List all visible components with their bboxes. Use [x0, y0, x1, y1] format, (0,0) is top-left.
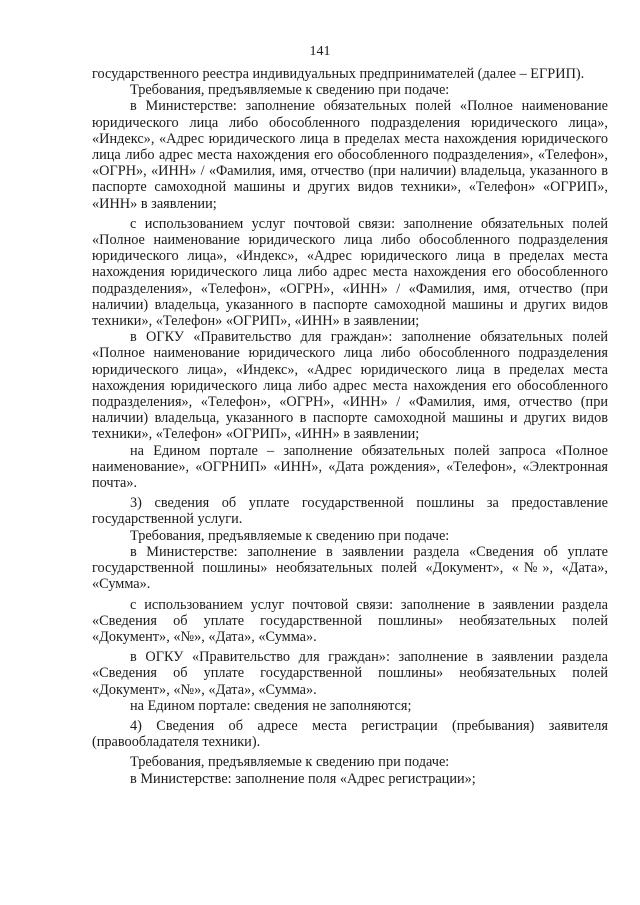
paragraph-item-4: 4) Сведения об адресе места регистрации (пребывания) заявителя (правообладателя техники).	[92, 717, 608, 751]
paragraph-ogku: в ОГКУ «Правительство для граждан»: заполнение обязательных полей «Полное наименование юридического лица либо обособленного подразделения юридического лица», «Индекс», «Адрес юридического лица в пределах места нахождения юридического лица либо адрес места нахождения его обособленного подразделения», «Телефон», «ОГРН», «ИНН» / «Фамилия, имя, отчество (при наличии) владельца, указанного в паспорте самоходной машины и других видов техники», «Телефон» «ОГРИП», «ИНН» в заявлении;	[92, 329, 608, 443]
paragraph-egrip-continuation: государственного реестра индивидуальных предпринимателей (далее – ЕГРИП).	[92, 66, 585, 82]
paragraph-requirements-heading: Требования, предъявляемые к сведению при подаче:	[130, 527, 450, 544]
paragraph-ogku: в ОГКУ «Правительство для граждан»: заполнение в заявлении раздела «Сведения об уплате государственной пошлины» необязательных полей «Документ», «№», «Дата», «Сумма».	[92, 649, 608, 698]
paragraph-postal: с использованием услуг почтовой связи: заполнение обязательных полей «Полное наименование юридического лица либо обособленного подразделения юридического лица», «Индекс», «Адрес юридического лица в пределах места нахождения юридического лица либо адрес места нахождения его обособленного подразделения», «Телефон», «ОГРН», «ИНН» / «Фамилия, имя, отчество (при наличии) владельца, указанного в паспорте самоходной машины и других видов техники», «Телефон» «ОГРИП», «ИНН» в заявлении;	[92, 215, 608, 330]
paragraph-requirements-heading: Требования, предъявляемые к сведению при подаче:	[130, 754, 450, 771]
paragraph-portal: на Едином портале: сведения не заполняются;	[130, 697, 412, 714]
paragraph-portal: на Едином портале – заполнение обязательных полей запроса «Полное наименование», «ОГРНИП» «ИНН», «Дата рождения», «Телефон», «Электронная почта».	[92, 442, 608, 492]
paragraph-item-3: 3) сведения об уплате государственной пошлины за предоставление государственной услуги.	[92, 495, 608, 528]
paragraph-ministry: в Министерстве: заполнение в заявлении раздела «Сведения об уплате государственной пошлины» необязательных полей «Документ», «№», «Дата», «Сумма».	[92, 543, 608, 593]
page-number: 141	[309, 44, 331, 59]
paragraph-ministry: в Министерстве: заполнение обязательных полей «Полное наименование юридического лица либо обособленного подразделения юридического лица», «Индекс», «Адрес юридического лица в пределах места нахождения юридического лица либо адрес места нахождения его обособленного подразделения», «Телефон», «ОГРН», «ИНН» / «Фамилия, имя, отчество (при наличии) владельца, указанного в паспорте самоходной машины и других видов техники», «Телефон» «ОГРИП», «ИНН» в заявлении;	[92, 98, 608, 212]
paragraph-postal: с использованием услуг почтовой связи: заполнение в заявлении раздела «Сведения об уплате государственной пошлины» необязательных полей «Документ», «№», «Дата», «Сумма».	[92, 596, 608, 645]
paragraph-ministry: в Министерстве: заполнение поля «Адрес регистрации»;	[130, 770, 476, 787]
document-body	[92, 66, 608, 787]
paragraph-requirements-heading: Требования, предъявляемые к сведению при подаче:	[130, 82, 450, 99]
